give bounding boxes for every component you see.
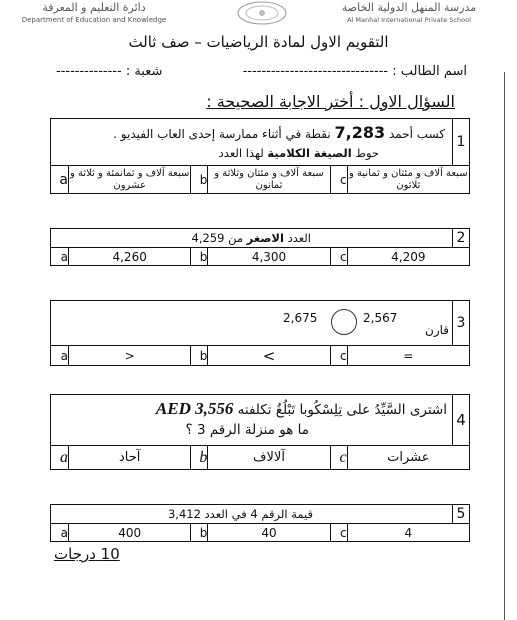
question-5-options	[51, 523, 469, 542]
question-number: 3	[452, 301, 469, 345]
option-a[interactable]: سبعة آلاف و ثمانمئة و ثلاثة و عشرون	[68, 166, 190, 194]
option-c[interactable]: عشرات	[347, 446, 469, 470]
option-c[interactable]: 4	[347, 524, 469, 542]
question-number: 4	[452, 395, 469, 445]
option-c-letter: c	[330, 446, 347, 470]
page-border	[504, 72, 505, 620]
question-4-box	[50, 394, 470, 470]
question-number: 2	[452, 229, 469, 247]
question-5-row	[51, 505, 469, 523]
option-c[interactable]: =	[347, 346, 469, 366]
question-4-options	[51, 445, 469, 470]
question-2-box	[50, 228, 470, 266]
school-header	[319, 2, 499, 26]
q4-price: AED 3,556	[155, 399, 234, 418]
q1-number: 7,283	[334, 123, 386, 142]
option-c[interactable]: 4,209	[347, 248, 469, 266]
student-name-field[interactable]	[243, 64, 467, 79]
department-name-english: Department of Education and Knowledge	[21, 16, 167, 24]
option-b-letter: b	[190, 446, 207, 470]
school-name-english: Al Manhal International Private School	[347, 16, 471, 24]
section-label: شعبة :	[125, 64, 163, 79]
department-name-arabic: دائرة التعليم و المعرفة	[42, 1, 146, 14]
q1-text-start: كسب أحمد	[388, 127, 445, 141]
question-3-options	[51, 345, 469, 366]
option-a[interactable]: 400	[68, 524, 190, 542]
q2-text-bold: الاصغر	[246, 231, 284, 245]
option-a-letter: a	[60, 449, 68, 466]
question-1-row	[51, 119, 469, 165]
school-name-arabic: مدرسة المنهل الدولية الخاصة	[341, 1, 477, 14]
option-a-letter: a	[59, 172, 68, 188]
question-1-options	[51, 165, 469, 194]
option-b[interactable]: 40	[207, 524, 329, 542]
question-1-box	[50, 118, 470, 194]
question-4-line-2: ما هو منزلة الرقم 3 ؟	[185, 422, 309, 438]
question-2-options	[51, 247, 469, 266]
question-2-text	[192, 231, 312, 245]
option-a[interactable]: 4,260	[68, 248, 190, 266]
department-header	[14, 2, 174, 26]
school-logo-icon	[236, 0, 288, 26]
option-b[interactable]: 4,300	[207, 248, 329, 266]
option-a-letter: a	[60, 349, 68, 363]
question-4-line-1	[156, 399, 447, 419]
option-c-letter: c	[330, 248, 347, 266]
q4-text: اشترى السَّيِّدُ على تِلِسْكُوبا تَبْلُغُ تكلفته	[237, 402, 447, 418]
q2-text-start: العدد	[287, 231, 311, 245]
option-b-letter: b	[190, 166, 207, 194]
question-5-text: قيمة الرقم 4 في العدد 3,412	[167, 507, 313, 521]
question-1-line-1	[113, 123, 445, 142]
question-number: 5	[452, 505, 469, 523]
option-b[interactable]: سبعة آلاف و مئتان وثلاثة و ثمانون	[207, 166, 329, 194]
option-a[interactable]: <	[68, 346, 190, 366]
option-b-letter: b	[190, 346, 207, 366]
student-name-blank: -------------------------------	[242, 64, 389, 79]
option-c-letter: c	[330, 524, 347, 542]
option-a[interactable]: آحاد	[68, 446, 190, 470]
question-number: 1	[452, 119, 469, 165]
question-5-box	[50, 504, 470, 542]
q1-text-end: نقطة في أثناء ممارسة إحدى العاب الفيديو .	[113, 127, 331, 141]
student-name-label: اسم الطالب :	[392, 64, 467, 79]
section-field[interactable]	[56, 64, 162, 79]
question-1-line-2	[219, 146, 379, 160]
question-3-row	[51, 301, 469, 345]
page-title: التقويم الاول لمادة الرياضيات – صف ثالث	[128, 33, 389, 51]
compare-right-value: 2,567	[363, 311, 398, 325]
option-b-letter: b	[190, 248, 207, 266]
compare-left-value: 2,675	[283, 311, 318, 325]
option-b-letter: b	[190, 524, 207, 542]
option-c[interactable]: سبعة آلاف و مئتان و ثمانية و ثلاثون	[347, 166, 469, 194]
option-c-letter: c	[330, 166, 347, 194]
q2-text-end: من 4,259	[191, 231, 244, 245]
option-a-letter: a	[60, 250, 68, 264]
q1-instruction-start: حوط	[355, 146, 379, 160]
q1-instruction-bold: الصيغة الكلامية	[267, 146, 352, 160]
option-b[interactable]: >	[207, 346, 329, 366]
section-blank: --------------	[56, 64, 122, 79]
compare-label: قارن	[425, 323, 449, 337]
option-c-letter: c	[330, 346, 347, 366]
q1-instruction-end: لهذا العدد	[218, 146, 264, 160]
compare-circle[interactable]	[331, 309, 357, 335]
option-a-letter: a	[60, 526, 68, 540]
option-b[interactable]: آلالاف	[207, 446, 329, 470]
question-2-row	[51, 229, 469, 247]
section-heading: السؤال الاول : أختر الاجابة الصحيحة :	[206, 92, 455, 111]
question-3-box	[50, 300, 470, 366]
question-4-row	[51, 395, 469, 445]
grade-label: 10 درجات	[54, 545, 120, 563]
